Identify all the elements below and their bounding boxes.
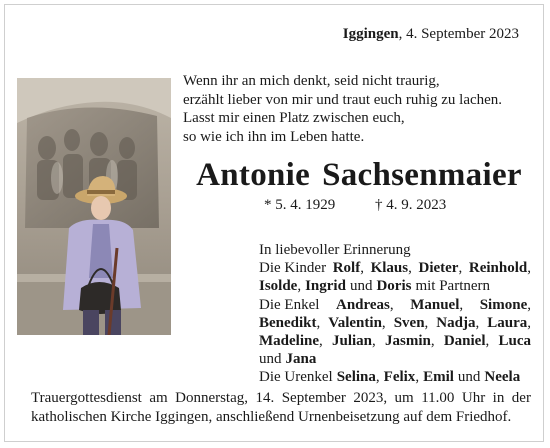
child-name: Dieter [418,260,459,277]
service-word: am [149,390,168,406]
grandchild-name: Andreas [335,296,390,313]
service-line-1 [31,389,531,408]
service-word: 14. [255,390,275,406]
child-name: Rolf [332,260,361,277]
birth-date: * 5. 4. 1929 [264,197,336,213]
poem-line: Wenn ihr an mich denkt, seid nicht traurig, [183,73,440,89]
family-list [259,241,531,387]
grandchild-name: Simone [479,296,528,313]
dateline [343,26,519,43]
grandchild-name: Jana [285,351,317,368]
grandchildren-prefix: Die Enkel [259,296,320,313]
grandchild-name: Valentin [328,314,382,331]
obituary-notice [4,4,544,442]
portrait-photo-image [17,78,171,335]
dateline-place: Iggingen [342,26,399,42]
great-grandchildren-prefix: Die Urenkel [259,369,333,386]
grandchild-name: Julian [331,333,373,350]
portrait-photo [17,78,171,335]
grandchild-name: Manuel [410,296,460,313]
service-word: der [511,390,531,406]
children-line-2: Isolde, Ingrid und Doris mit Partnern [259,278,491,295]
and-word: und [457,369,481,386]
poem-line: so wie ich ihn im Leben hatte. [183,128,365,145]
child-name: Doris [376,278,412,295]
grandchild-name: Laura [487,314,528,331]
great-grandchild-name: Emil [423,369,454,386]
grandchild-name: Benedikt [259,314,317,331]
children-prefix: Die Kinder [259,260,327,277]
deceased-last-name: Sachsenmaier [322,157,522,193]
poem-line: Lasst mir einen Platz zwischen euch, [183,110,405,126]
child-name: Isolde [259,278,298,295]
family-intro-text: In liebevoller Erinnerung [259,242,411,258]
deceased-name [186,157,532,194]
service-word: um [394,390,414,406]
great-grandchild-name: Selina [336,369,376,386]
grandchild-name: Madeline [259,333,319,350]
grandchild-name: Luca [498,333,531,350]
great-grandchild-name: Neela [484,369,521,386]
dateline-date: , 4. September 2023 [398,26,519,42]
service-word: in [492,390,505,406]
children-line-1: Die Kinder Rolf, Klaus, Dieter, Reinhold, [259,260,531,277]
family-intro [259,241,531,259]
funeral-service-info [31,389,531,427]
and-word: und [259,351,282,368]
service-word: 2023, [353,390,388,406]
grandchild-name: Nadja [436,314,476,331]
grandchildren-line-1: Die Enkel Andreas, Manuel, Simone, [259,296,531,313]
great-grandchild-name: Felix [383,369,416,386]
grandchildren-line-3: Madeline, Julian, Jasmin, Daniel, Luca [259,333,531,350]
service-word: 11.00 [421,390,455,406]
children-suffix: mit Partnern [415,278,491,295]
and-word: und [349,278,373,295]
grandchild-name: Daniel [443,333,486,350]
poem [183,72,502,146]
service-word: Donnerstag, [175,390,249,406]
service-word: Uhr [461,390,486,406]
death-date: † 4. 9. 2023 [375,197,447,213]
child-name: Klaus [370,260,409,277]
grandchildren-line-4 [259,350,531,368]
great-grandchildren-line: Die Urenkel Selina, Felix, Emil und Neela [259,369,521,386]
grandchildren-line-2: Benedikt, Valentin, Sven, Nadja, Laura, [259,314,531,331]
service-word: Trauergottesdienst [31,390,142,406]
grandchild-name: Jasmin [385,333,431,350]
service-word: September [281,390,346,406]
grandchild-name: Sven [393,314,425,331]
child-name: Reinhold [468,260,528,277]
deceased-first-name: Antonie [196,157,311,193]
child-name: Ingrid [305,278,346,295]
service-line-2: katholischen Kirche Iggingen, anschließend Urnenbeisetzung auf dem Friedhof. [31,409,512,425]
poem-line: erzählt lieber von mir und traut euch ruhig zu lachen. [183,91,503,108]
